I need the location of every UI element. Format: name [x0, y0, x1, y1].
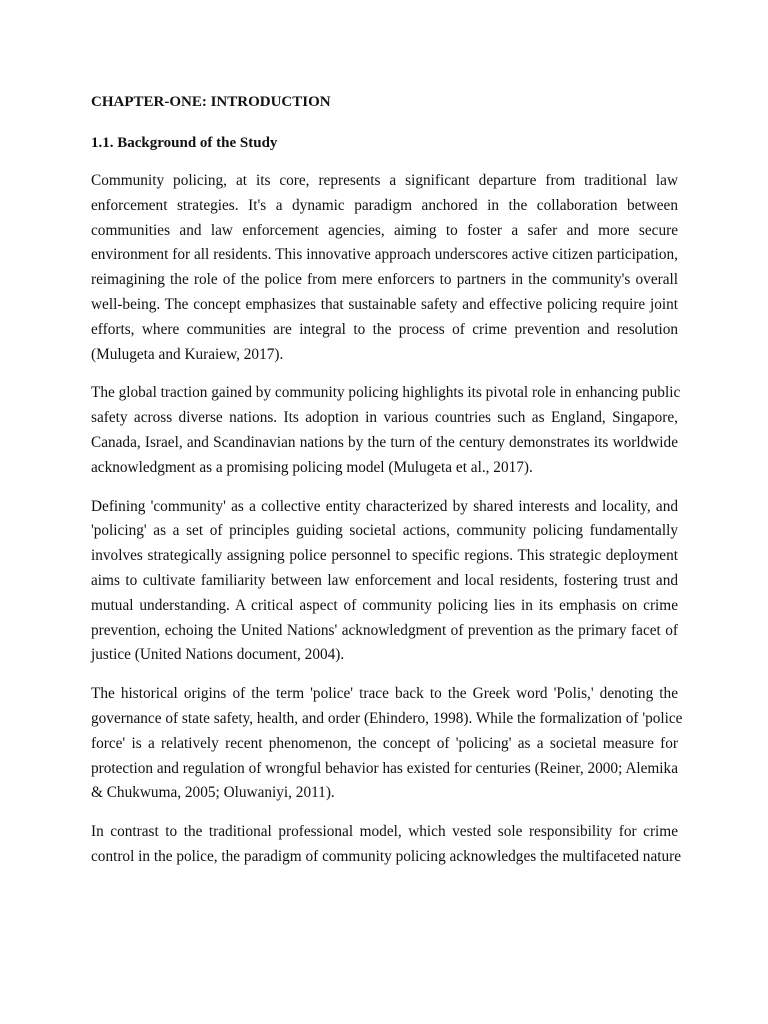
- document-body: [91, 169, 683, 870]
- text-line: & Chukwuma, 2005; Oluwaniyi, 2011).: [91, 784, 335, 802]
- text-line: communities and law enforcement agencies, aiming to foster a safer and more secure: [91, 221, 678, 239]
- paragraph: [91, 381, 681, 480]
- text-line: control in the police, the paradigm of community policing acknowledges the multifaceted nature: [91, 847, 682, 865]
- document-page: [91, 91, 683, 884]
- text-line: safety across diverse nations. Its adoption in various countries such as England, Singapore,: [91, 409, 678, 427]
- paragraph: [91, 820, 682, 870]
- paragraph: [91, 495, 678, 669]
- text-line: In contrast to the traditional professional model, which vested sole responsibility for crime: [91, 823, 678, 841]
- text-line: reimagining the role of the police from mere enforcers to partners in the community's overall: [91, 271, 678, 289]
- text-line: 'policing' as a set of principles guiding societal actions, community policing fundamentally: [91, 522, 678, 540]
- paragraph: [91, 682, 683, 806]
- text-line: involves strategically assigning police personnel to specific regions. This strategic deployment: [91, 547, 678, 565]
- paragraph: [91, 169, 678, 367]
- text-line: The historical origins of the term 'police' trace back to the Greek word 'Polis,' denoting the: [91, 685, 678, 703]
- text-line: mutual understanding. A critical aspect of community policing lies in its emphasis on crime: [91, 596, 678, 614]
- text-line: environment for all residents. This innovative approach underscores active citizen participation,: [91, 246, 678, 264]
- text-line: The global traction gained by community policing highlights its pivotal role in enhancing public: [91, 384, 681, 402]
- text-line: Community policing, at its core, represents a significant departure from traditional law: [91, 172, 678, 189]
- text-line: well-being. The concept emphasizes that sustainable safety and effective policing require joint: [91, 295, 678, 313]
- text-line: Canada, Israel, and Scandinavian nations by the turn of the century demonstrates its worldwide: [91, 433, 678, 451]
- text-line: enforcement strategies. It's a dynamic paradigm anchored in the collaboration between: [91, 196, 678, 214]
- text-line: aims to cultivate familiarity between law enforcement and local residents, fostering trust and: [91, 571, 678, 589]
- text-line: governance of state safety, health, and order (Ehindero, 1998). While the formalization of 'police: [91, 709, 683, 727]
- text-line: acknowledgment as a promising policing model (Mulugeta et al., 2017).: [91, 458, 533, 476]
- chapter-title: CHAPTER-ONE: INTRODUCTION: [91, 94, 331, 110]
- text-line: justice (United Nations document, 2004).: [91, 646, 345, 664]
- text-line: efforts, where communities are integral to the process of crime prevention and resolution: [91, 320, 678, 338]
- text-line: (Mulugeta and Kuraiew, 2017).: [91, 345, 284, 363]
- section-title: 1.1. Background of the Study: [91, 135, 278, 151]
- text-line: protection and regulation of wrongful behavior has existed for centuries (Reiner, 2000; Alemika: [91, 759, 678, 777]
- text-line: prevention, echoing the United Nations' acknowledgment of prevention as the primary facet of: [91, 621, 678, 639]
- text-line: force' is a relatively recent phenomenon, the concept of 'policing' as a societal measure for: [91, 734, 678, 752]
- text-line: Defining 'community' as a collective entity characterized by shared interests and locality, and: [91, 497, 678, 515]
